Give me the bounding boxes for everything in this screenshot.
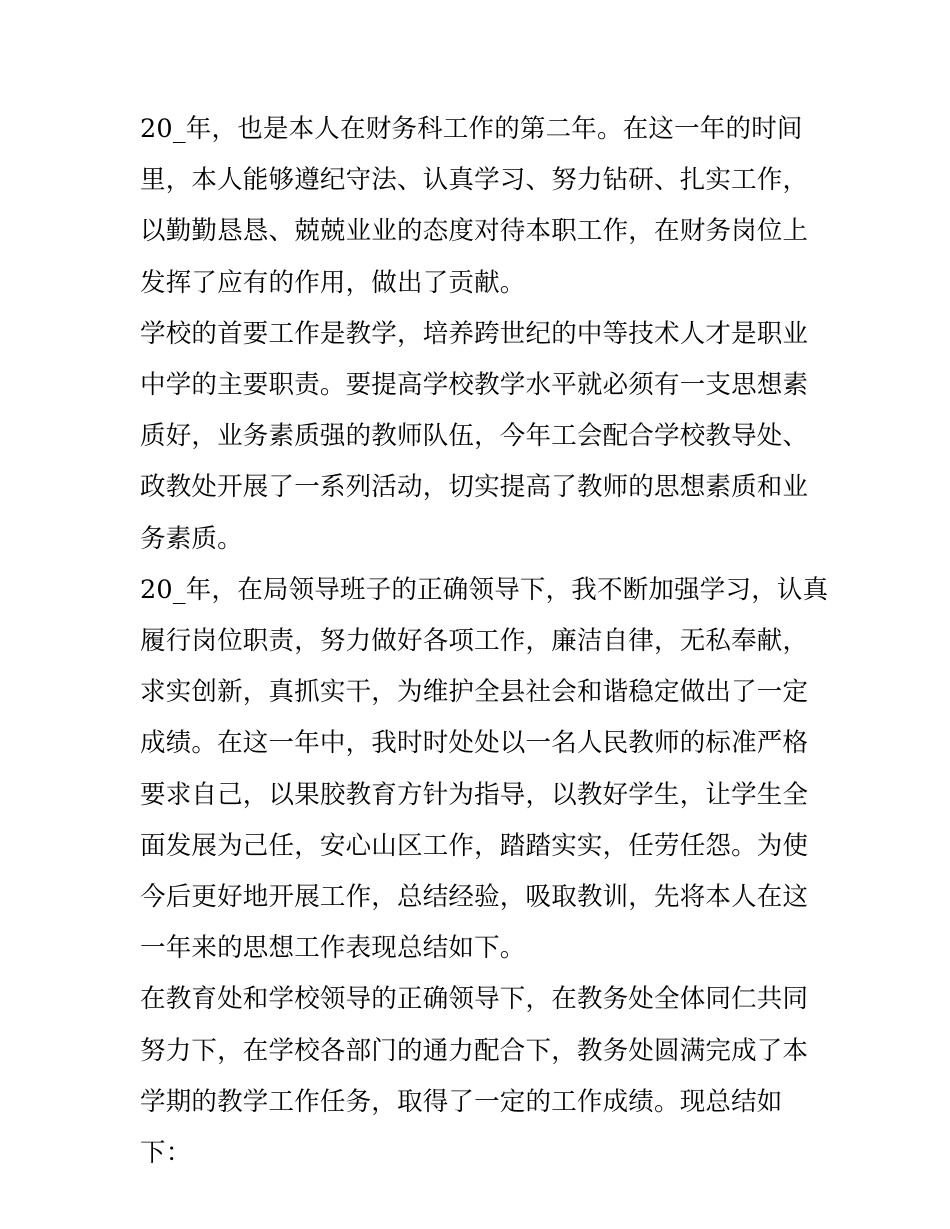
document-body (140, 104, 830, 1179)
paragraph-academic-affairs: 在教育处和学校领导的正确领导下，在教务处全体同仁共同努力下，在学校各部门的通力配合下，教务处圆满完成了本学期的教学工作任务，取得了一定的工作成绩。现总结如下： (140, 984, 809, 1169)
paragraph-annual-summary: 20_年，在局领导班子的正确领导下，我不断加强学习，认真履行岗位职责，努力做好各项工作，廉洁自律，无私奉献，求实创新，真抓实干，为维护全县社会和谐稳定做出了一定成绩。在这一年中，我时时处处以一名人民教师的标准严格要求自己，以果胶教育方针为指导，以教好学生，让学生全面发展为己任，安心山区工作，踏踏实实，任劳任怨。为使今后更好地开展工作，总结经验，吸取教训，先将本人在这一年来的思想工作表现总结如下。 (140, 574, 829, 964)
paragraph-school-teaching: 学校的首要工作是教学，培养跨世纪的中等技术人才是职业中学的主要职责。要提高学校教学水平就必须有一支思想素质好，业务素质强的教师队伍，今年工会配合学校教导处、政教处开展了一系列活动，切实提高了教师的思想素质和业务素质。 (140, 318, 809, 554)
paragraph-finance-work: 20_年，也是本人在财务科工作的第二年。在这一年的时间里，本人能够遵纪守法、认真学习、努力钻研、扎实工作，以勤勤恳恳、兢兢业业的态度对待本职工作，在财务岗位上发挥了应有的作用，做出了贡献。 (140, 114, 809, 298)
